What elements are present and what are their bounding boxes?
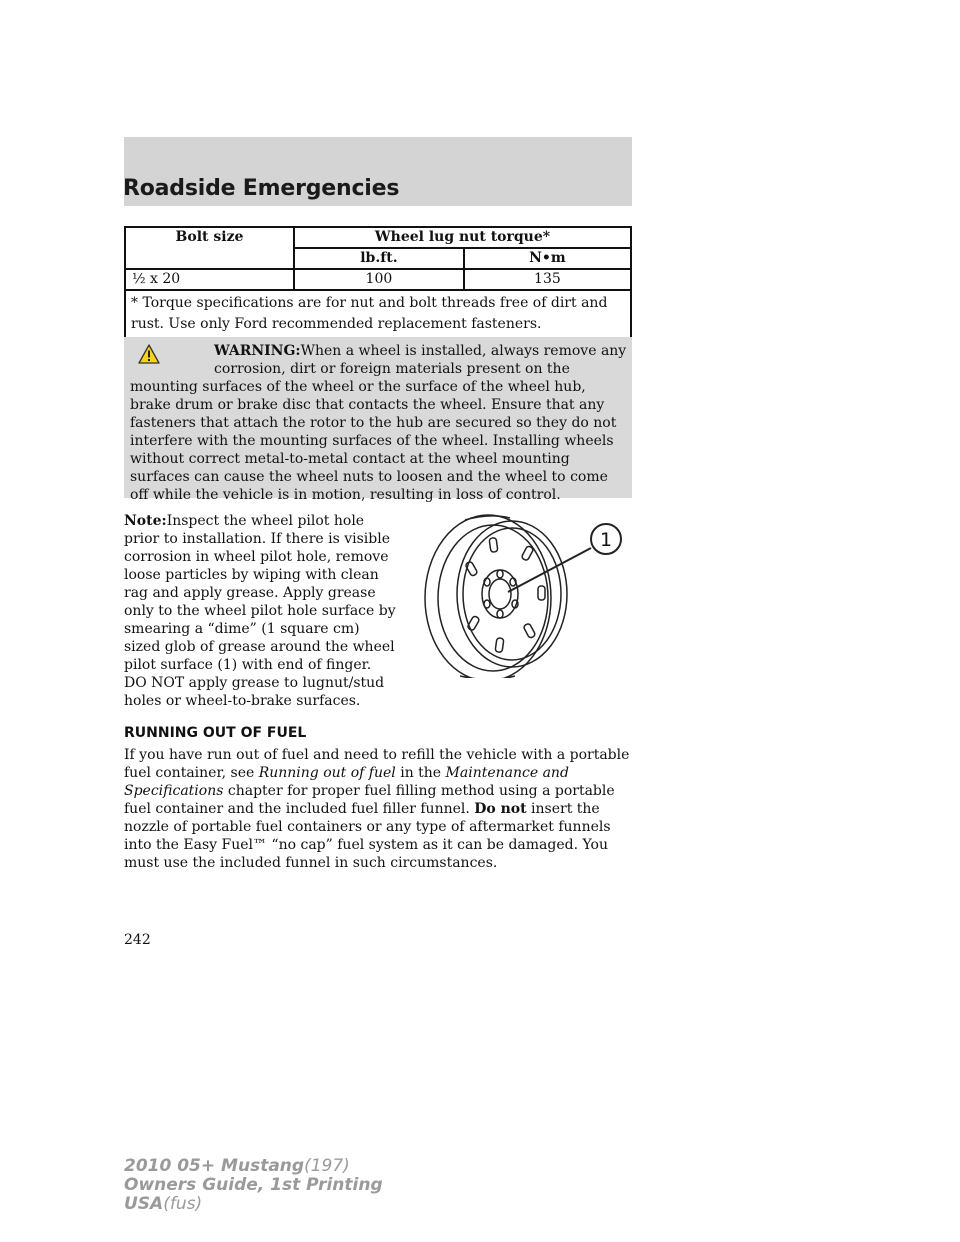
fuel-text-3: chapter for proper fuel filling method using a portable fuel container and the included fuel filler funnel. — [124, 783, 615, 817]
page-number: 242 — [124, 932, 151, 948]
col-torque: Wheel lug nut torque* — [294, 227, 631, 248]
footer-market: USA — [124, 1194, 164, 1214]
warning-line-2: corrosion, dirt or foreign materials present on the mounting — [130, 361, 570, 395]
footer-model-code: (197) — [304, 1156, 350, 1176]
fuel-text-4: insert the nozzle of portable fuel containers or any type of aftermarket funnels into the Easy Fuel™ “no cap” fuel system as it can be damaged. You must use the included funnel in such circumstances. — [124, 801, 611, 871]
warning-label: WARNING: — [214, 343, 301, 359]
note-label: Note: — [124, 513, 167, 529]
fuel-ref-running-out: Running out of fuel — [258, 765, 396, 781]
footer-market-code: (fus) — [163, 1194, 203, 1214]
cell-lbft: 100 — [294, 269, 464, 290]
note-text: Inspect the wheel pilot hole prior to installation. If there is visible corrosion in wheel pilot hole, remove loose particles by wiping with clean rag and apply grease. Apply grease only to the wheel pilot hole surface by smearing a “dime” (1 square cm) sized glob of grease around the wheel pilot surface (1) with end of finger. DO NOT apply grease to lugnut/stud holes or wheel-to-brake surfaces. — [124, 513, 396, 709]
footer — [124, 1157, 383, 1214]
fuel-text-2: in the — [395, 765, 446, 781]
fuel-text-1: If you have run out of fuel and need to refill the vehicle with a portable fuel container, see — [124, 747, 630, 781]
footer-line-2: Owners Guide, 1st Printing — [124, 1175, 383, 1195]
section-title: Roadside Emergencies — [123, 176, 400, 201]
table-footnote-row — [125, 290, 631, 338]
fuel-ref-maintenance: Maintenance and Specifications — [124, 765, 569, 799]
warning-line-1: When a wheel is installed, always remove any — [300, 343, 627, 359]
fuel-do-not: Do not — [474, 801, 527, 817]
callout-1: 1 — [599, 529, 613, 551]
table-header-row — [125, 227, 631, 248]
footer-line-1 — [124, 1157, 383, 1176]
table-row — [125, 269, 631, 290]
wheel-illustration — [420, 508, 630, 678]
warning-body: surfaces of the wheel or the surface of the wheel hub, brake drum or brake disc that contacts the wheel. Ensure that any fasteners that attach the rotor to the hub are secured so they do not interfere with the mounting surfaces of the wheel. Installing wheels without correct metal-to-metal contact at the wheel mounting surfaces can cause the wheel nuts to loosen and the wheel to come off while the vehicle is in motion, resulting in loss of control. — [130, 379, 617, 503]
cell-size: ½ x 20 — [125, 269, 294, 290]
note-paragraph — [124, 512, 396, 710]
cell-nm: 135 — [464, 269, 631, 290]
torque-table — [124, 226, 632, 339]
unit-lbft: lb.ft. — [294, 248, 464, 269]
warning-text — [130, 342, 628, 504]
fuel-heading: RUNNING OUT OF FUEL — [124, 725, 307, 741]
footer-model: 2010 05+ Mustang — [124, 1156, 305, 1176]
table-footnote: * Torque specifications are for nut and bolt threads free of dirt and rust. Use only Ford recommended replacement fasteners. — [125, 290, 631, 338]
footer-line-3 — [124, 1195, 383, 1214]
fuel-paragraph — [124, 746, 634, 872]
col-bolt-size: Bolt size — [125, 227, 294, 269]
unit-nm: N•m — [464, 248, 631, 269]
